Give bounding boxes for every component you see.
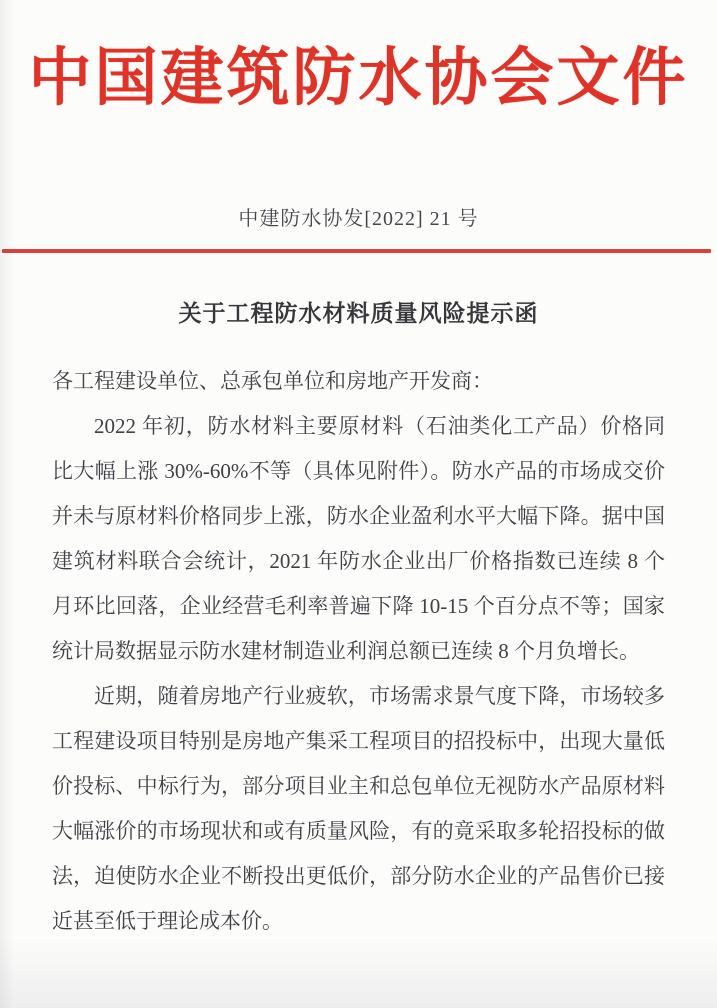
- document-body: [52, 359, 665, 944]
- paragraph-2: 近期，随着房地产行业疲软，市场需求景气度下降，市场较多工程建设项目特别是房地产集采工程项目的招投标中，出现大量低价投标、中标行为，部分项目业主和总包单位无视防水产品原材料大幅涨价的市场现状和或有质量风险，有的竟采取多轮招投标的做法，迫使防水企业不断投出更低价，部分防水企业的产品售价已接近甚至低于理论成本价。: [52, 683, 665, 933]
- document-title: 关于工程防水材料质量风险提示函: [178, 300, 539, 326]
- paragraph-1: 2022 年初，防水材料主要原材料（石油类化工产品）价格同比大幅上涨 30%-60%不等（具体见附件）。防水产品的市场成交价并未与原材料价格同步上涨，防水企业盈利水平大幅下降。据中国建筑材料联合会统计，2021 年防水企业出厂价格指数已连续 8 个月环比回落，企业经营毛利率普遍下降 10-15 个百分点不等；国家统计局数据显示防水建材制造业利润总额已连续 8 个月负增长。: [52, 413, 665, 663]
- red-divider-rule: [2, 249, 711, 253]
- salutation-line: 各工程建设单位、总承包单位和房地产开发商：: [52, 368, 493, 393]
- association-masthead: 中国建筑防水协会文件: [28, 43, 689, 113]
- document-number: 中建防水协发[2022] 21 号: [238, 207, 479, 230]
